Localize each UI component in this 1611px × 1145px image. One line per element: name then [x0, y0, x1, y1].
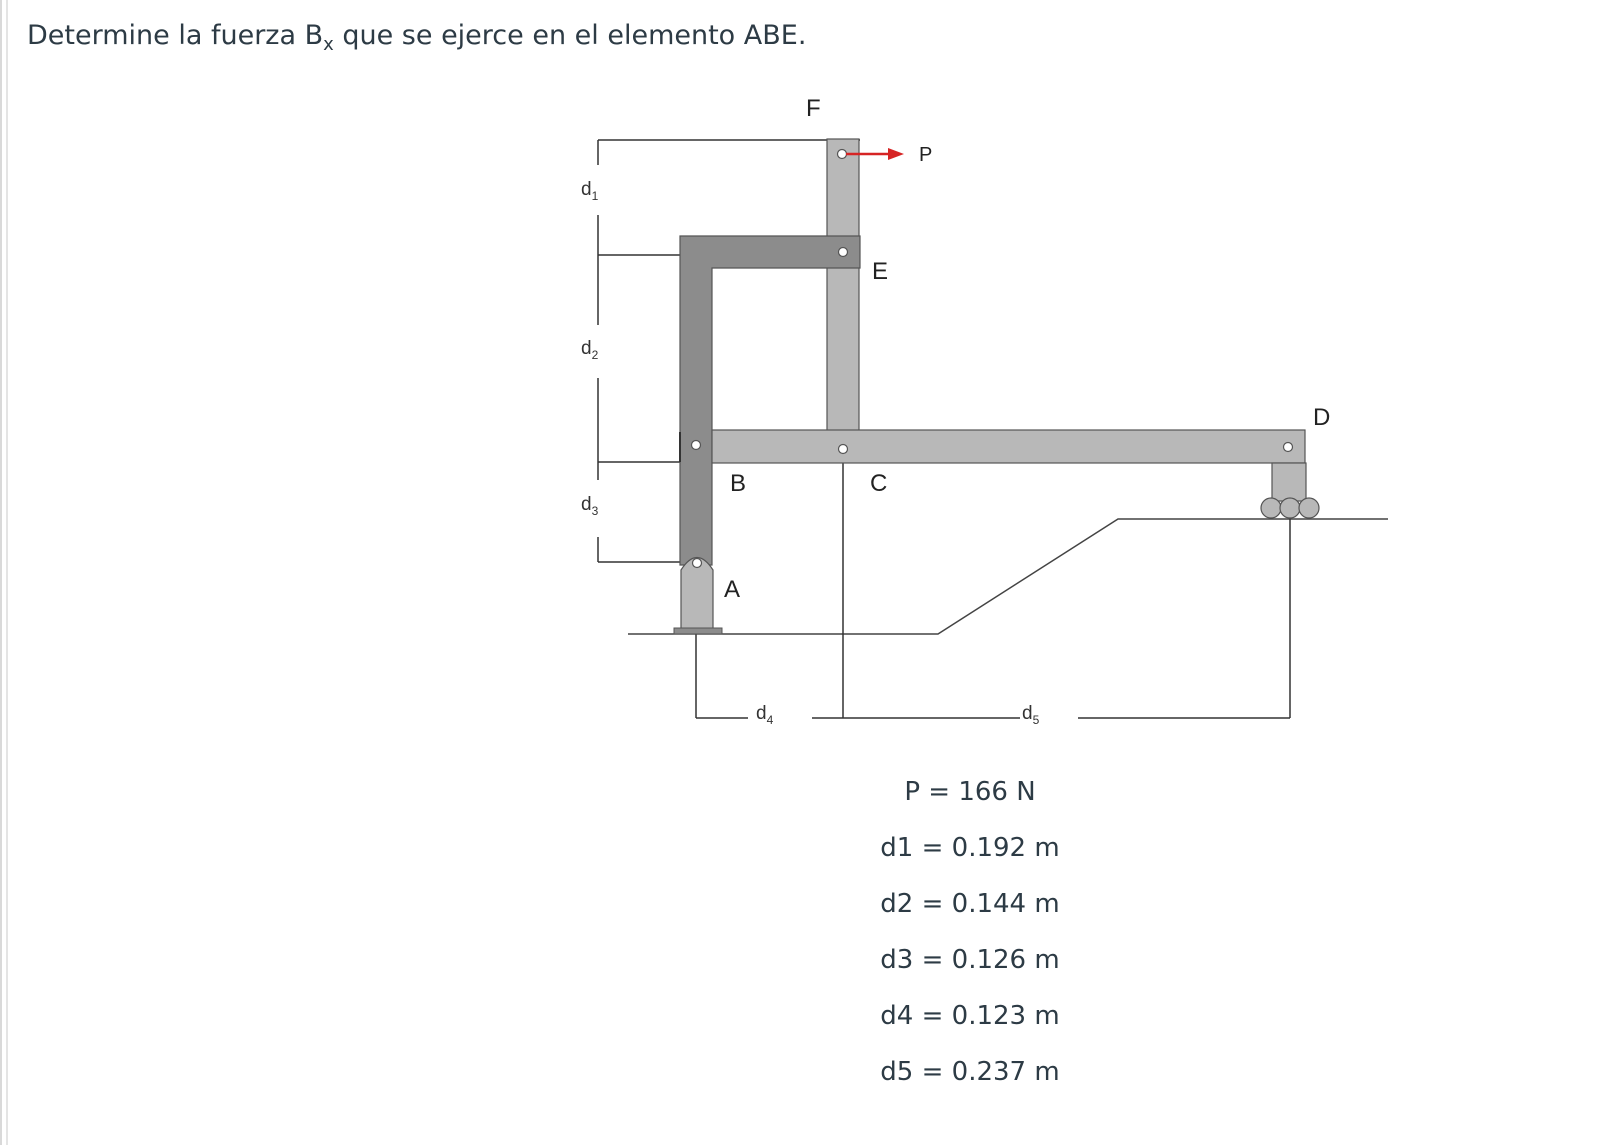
- label-b: B: [730, 470, 747, 497]
- question-text-end: que se ejerce en el elemento ABE.: [333, 20, 807, 51]
- d4-base: d: [756, 703, 767, 724]
- given-d5: d5 = 0.237 m: [880, 1057, 1060, 1087]
- pin-support-a: [674, 558, 722, 635]
- label-f: F: [806, 95, 821, 122]
- dimension-label-d1: [581, 179, 599, 203]
- dimension-label-d4: [756, 703, 774, 727]
- pin-joints: [692, 150, 1293, 568]
- ground-profile: [628, 519, 1388, 634]
- given-d3: d3 = 0.126 m: [880, 945, 1060, 975]
- dimension-label-d3: [581, 494, 599, 518]
- d2-sub: 2: [591, 348, 599, 362]
- dimension-lines-left: [598, 140, 860, 562]
- dimension-label-d5: [1022, 703, 1040, 727]
- label-a: A: [724, 576, 741, 603]
- d1-sub: 1: [591, 189, 599, 203]
- d5-sub: 5: [1032, 713, 1040, 727]
- dimension-label-d2: [581, 338, 599, 362]
- label-d: D: [1313, 404, 1331, 431]
- label-e: E: [872, 258, 889, 285]
- given-d4: d4 = 0.123 m: [880, 1001, 1060, 1031]
- dimension-lines-bottom: [696, 449, 1290, 718]
- d1-base: d: [581, 179, 592, 200]
- member-bcd: [712, 430, 1305, 463]
- question-subscript: x: [323, 34, 334, 55]
- label-p: P: [919, 144, 933, 166]
- member-fc: [827, 139, 859, 449]
- given-d1: d1 = 0.192 m: [880, 833, 1060, 863]
- given-d2: d2 = 0.144 m: [880, 889, 1060, 919]
- d2-base: d: [581, 338, 592, 359]
- question-text-start: Determine la fuerza B: [27, 20, 324, 51]
- given-values: [800, 770, 1140, 1106]
- given-p: P = 166 N: [904, 777, 1036, 807]
- label-c: C: [870, 470, 888, 497]
- d4-sub: 4: [766, 713, 774, 727]
- d3-sub: 3: [591, 504, 599, 518]
- roller-support-d: [1261, 463, 1319, 518]
- d5-base: d: [1022, 703, 1033, 724]
- d3-base: d: [581, 494, 592, 515]
